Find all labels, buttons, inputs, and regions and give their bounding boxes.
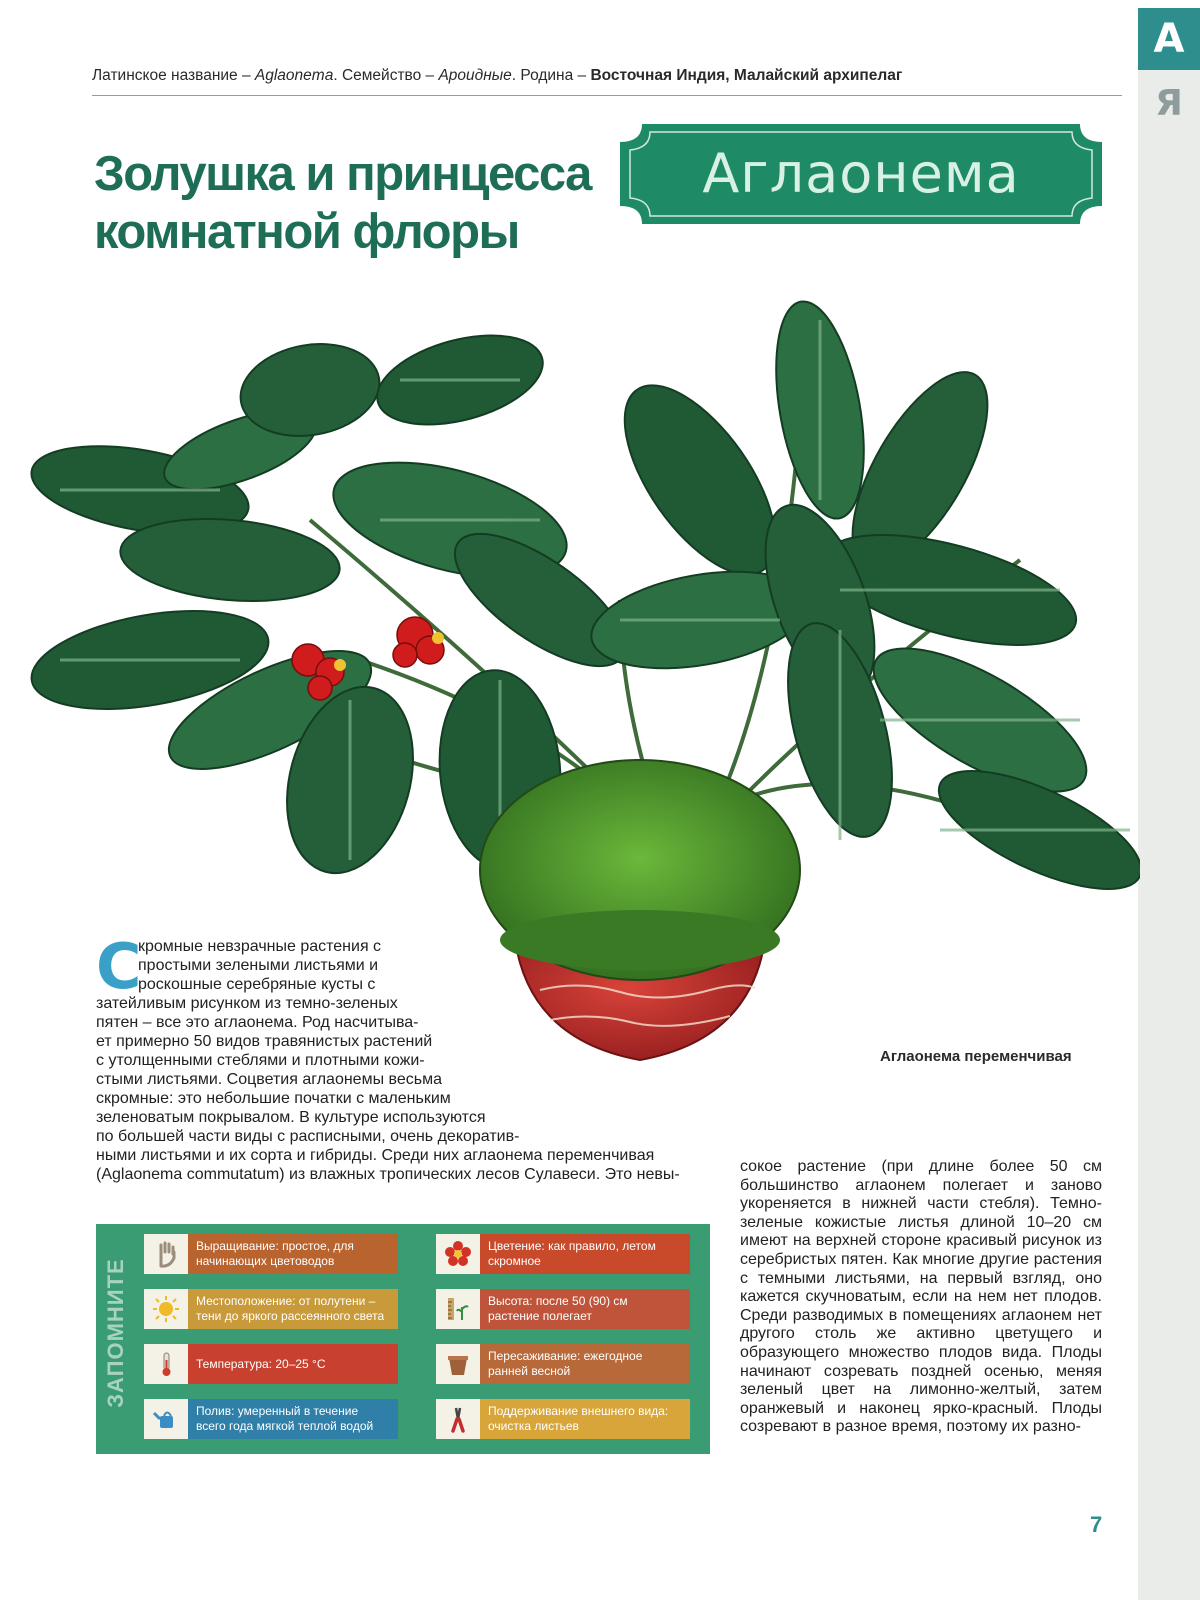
intro-line: стыми листьями. Соцветия аглаонемы весьма [96,1071,442,1088]
sun-icon [144,1289,188,1329]
tip-watering [144,1399,398,1439]
header-info-line [92,60,1122,96]
intro-line: по большей части виды с расписными, очень декоратив- [96,1128,520,1145]
tip-text: Цветение: как правило, летом скромное [480,1234,690,1274]
family-name: Ароидные [438,67,512,84]
tip-growing [144,1234,398,1274]
tip-height [436,1289,690,1329]
alphabet-tab-letter-a: А [1138,8,1200,70]
intro-line: (Aglaonema commutatum) из влажных тропических лесов Сулавеси. Это невы- [96,1166,680,1183]
photo-caption: Аглаонема переменчивая [880,1048,1072,1065]
intro-line: ет примерно 50 видов травянистых растений [96,1033,433,1050]
remember-box [96,1224,710,1454]
hand-icon [144,1234,188,1274]
flower-icon [436,1234,480,1274]
page-number: 7 [1090,1512,1103,1537]
intro-line: ными листьями и их сорта и гибриды. Среди них аглаонема переменчивая [96,1147,655,1164]
family-label: . Семейство – [333,67,435,84]
tip-temperature [144,1344,398,1384]
thermometer-icon [144,1344,188,1384]
tip-flowering [436,1234,690,1274]
tip-text: Выращивание: простое, для начинающих цветоводов [188,1234,398,1274]
tip-repotting [436,1344,690,1384]
right-column-paragraph: сокое растение (при длине более 50 см большинство аглаонем полегает и заново укореняется в нижней части стебля). Темно-зеленые кожистые листья длиной 10–20 см имеют на верхней стороне красивый рисунок из серебристых пятен. Как многие другие растения с темными листьями, на первый взгляд, оно кажется скучноватым, если на нем нет плодов. Среди разводимых в помещениях аглаонем нет другого столь же активно цветущего и образующего множество плодов вида. Плоды начинают созревать поздней осенью, меняя зеленый цвет на лимонно-желтый, затем оранжевый и наконец ярко-красный. Плоды созревают в разное время, поэтому их разно- [740,1158,1102,1436]
tip-text: Пересаживание: ежегодное ранней весной [480,1344,690,1384]
intro-line: затейливым рисунком из темно-зеленых [96,995,398,1012]
tip-location [144,1289,398,1329]
pot-icon [436,1344,480,1384]
intro-line: с утолщенными стеблями и плотными кожи- [96,1052,425,1069]
intro-line: простыми зелеными листьями и [138,957,379,974]
tip-text: Полив: умеренный в течение всего года мягкой теплой водой [188,1399,398,1439]
pruning-shears-icon [436,1399,480,1439]
tip-text: Местоположение: от полутени – тени до яркого рассеянного света [188,1289,398,1329]
intro-line: скромные: это небольшие початки с маленьким [96,1090,451,1107]
remember-label-text: ЗАПОМНИТЕ [103,1258,128,1408]
intro-line: пятен – все это аглаонема. Род насчитыва- [96,1014,419,1031]
intro-line: кромные невзрачные растения с [138,938,382,955]
alphabet-tab-letter-ya: Я [1155,83,1183,124]
page-title [94,145,604,261]
watering-can-icon [144,1399,188,1439]
origin-label: . Родина – [511,67,587,84]
right-column-text [740,1158,1102,1437]
intro-line: зеленоватым покрывалом. В культуре используются [96,1109,486,1126]
remember-side-label [96,1224,136,1454]
latin-name: Aglaonema [254,67,334,84]
ruler-icon [436,1289,480,1329]
intro-line: роскошные серебряные кусты с [138,976,376,993]
latin-label: Латинское название – [92,67,251,84]
tip-text: Температура: 20–25 °С [188,1344,398,1384]
tip-care [436,1399,690,1439]
alphabet-tab [1138,8,1200,1600]
origin-value: Восточная Индия, Малайский архипелаг [590,67,903,84]
dropcap-letter: С [96,930,142,1003]
nameplate-text: Аглаонема [702,142,1020,205]
title-line-1: Золушка и принцесса [94,147,591,201]
tip-text: Поддерживание внешнего вида: очистка листьев [480,1399,690,1439]
plant-nameplate [620,124,1102,224]
tip-text: Высота: после 50 (90) см растение полегает [480,1289,690,1329]
title-line-2: комнатной флоры [94,205,519,259]
